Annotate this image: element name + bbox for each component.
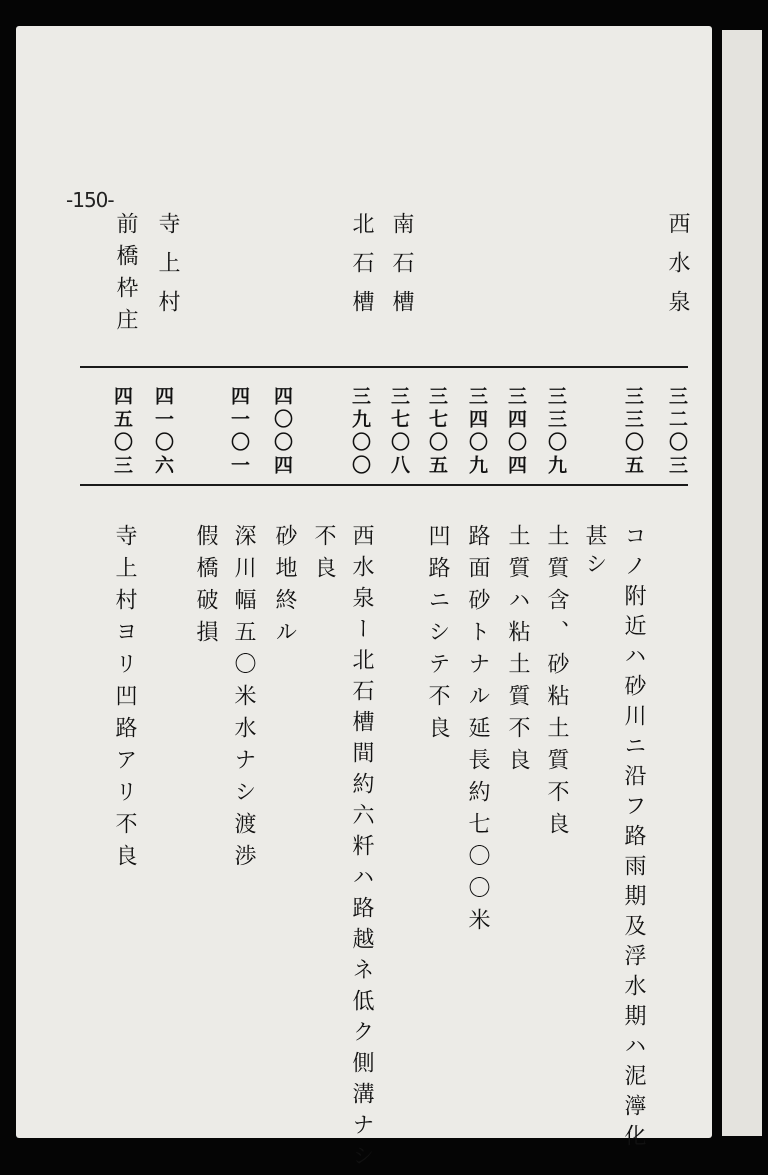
- remark-text: 路面砂トナル延長約七〇〇米: [465, 524, 490, 940]
- place-name: 前橋枠庄: [113, 212, 138, 340]
- distance-value: 三二〇三: [666, 386, 688, 478]
- remark-text: 不良: [311, 524, 336, 588]
- distance-value: 三三〇五: [622, 386, 644, 478]
- place-name: 南石槽: [389, 212, 414, 329]
- distance-value: 三三〇九: [545, 386, 567, 478]
- distance-value: 四五〇三: [111, 386, 133, 478]
- remark-text: 砂地終ル: [272, 524, 297, 652]
- page-number: -150-: [66, 188, 114, 212]
- remark-text: 西水泉ー北石槽間約六粁ハ路越ネ低ク側溝ナシ: [349, 524, 374, 1175]
- remark-text: コノ附近ハ砂川ニ沿フ路雨期及浮水期ハ泥濘化: [621, 524, 646, 1154]
- distance-value: 三四〇九: [466, 386, 488, 478]
- distance-value: 三九〇〇: [349, 386, 371, 478]
- remark-text: 甚シ: [582, 524, 607, 580]
- adjacent-page-edge: [722, 30, 762, 1136]
- document-page: [16, 26, 712, 1175]
- distance-value: 三七〇五: [426, 386, 448, 478]
- remark-text: 凹路ニシテ不良: [425, 524, 450, 748]
- place-name: 北石槽: [349, 212, 374, 329]
- remark-text: 寺上村ヨリ凹路アリ不良: [112, 524, 137, 876]
- remark-text: 土質ハ粘土質不良: [505, 524, 530, 780]
- remark-text: 土質含、砂粘土質不良: [544, 524, 569, 844]
- distance-value: 四一〇一: [228, 386, 250, 478]
- remark-text: 深川幅五〇米水ナシ渡渉: [231, 524, 256, 876]
- table-rule-top: [80, 366, 688, 368]
- distance-value: 四一〇六: [152, 386, 174, 478]
- distance-value: 三七〇八: [388, 386, 410, 478]
- place-name: 寺上村: [155, 212, 180, 329]
- remark-text: 假橋破損: [193, 524, 218, 652]
- table-rule-bottom: [80, 484, 688, 486]
- distance-value: 三四〇四: [505, 386, 527, 478]
- place-name: 西水泉: [665, 212, 690, 329]
- distance-value: 四〇〇四: [271, 386, 293, 478]
